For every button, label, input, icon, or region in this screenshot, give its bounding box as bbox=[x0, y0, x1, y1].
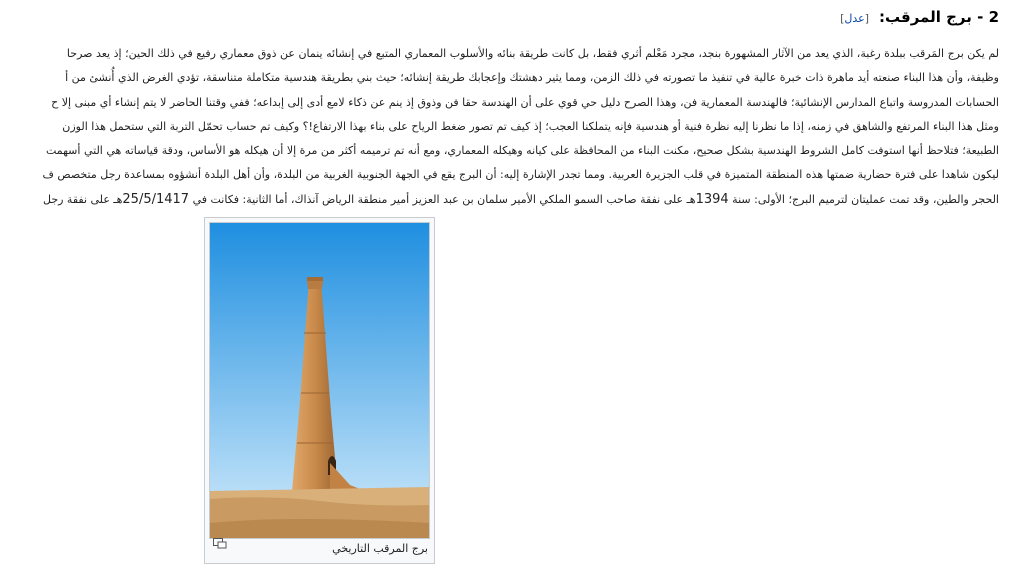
edit-bracket-close: ] bbox=[840, 12, 845, 25]
date-value: 25/5/1417 bbox=[122, 191, 190, 207]
figure-caption: برج المرقب التاريخي bbox=[332, 542, 428, 555]
edit-section-link[interactable]: عدل bbox=[844, 12, 865, 25]
edit-bracket-open: [ bbox=[864, 12, 870, 25]
magnify-clip-icon[interactable] bbox=[213, 538, 227, 549]
line-text: هـ على نفقة صاحب السمو الملكي الأمير سلمان بن عبد العزيز أمير منطقة الرياض آنذاك، أما الثانية: فكانت في bbox=[189, 192, 696, 206]
line-text: الحجر والطين، وقد تمت عمليتان لترميم البرج؛ الأولى: سنة bbox=[728, 192, 999, 206]
edit-section-link-wrap bbox=[840, 12, 869, 25]
paragraph-line: ليكون شاهدا على فترة حضارية ضمتها هذه المنطقة المتميزة في قلب الجزيرة العربية. ومما تجدر الإشارة إليه: أن البرج يقع في الجهة الجنوبية الغربية من البلدة، وأن أهل البلدة أنشؤوه بمساعدة رجل متخصص ف bbox=[42, 168, 999, 182]
figure-thumbnail bbox=[204, 217, 435, 564]
year-value: 1394 bbox=[695, 191, 729, 207]
line-text: هـ على نفقة رجل bbox=[42, 192, 123, 206]
paragraph-line: ومثل هذا البناء المرتفع والشاهق في زمنه، إذا ما نظرنا إليه نظرة فنية أو هندسية فإنه يتملكنا العجب؛ إذ كيف تم تصور ضغط الرياح على بناء بهذا الارتفاع!؟ وكيف تم حساب تحمّل التربة التي ستحمل هذا الوزن bbox=[62, 119, 999, 133]
section-title: 2 - برج المرقب: bbox=[879, 8, 999, 26]
paragraph-line: لم يكن برج المَرقب ببلدة رغبة، الذي يعد من الآثار المشهورة بنجد، مجرد مَعْلم أثري فقط، بل كانت طريقة بنائه والأسلوب المعماري المتبع في إنشائه ينمان عن ذوق معماري رفيع في ذلك الحين؛ إذ يعد صرحا bbox=[66, 47, 999, 60]
tower-image[interactable] bbox=[209, 222, 430, 539]
article-paragraph bbox=[0, 42, 999, 212]
paragraph-line: وظيفة، وأن هذا البناء صنعته أيد ماهرة ذات خبرة عالية في تنفيذ ما تصورته في ذلك الزمن، ومما يثير دهشتك وإعجابك طريقة إنشائه؛ حيث بني بطريقة هندسية متكاملة متناسقة، تؤدي الغرض الذي أُنشئ من أ bbox=[65, 71, 999, 85]
paragraph-line: الحسابات المدروسة واتباع المدارس الإنشائية؛ فالهندسة المعمارية فن، وهذا الصرح دليل حي قوي على أن الهندسة حقا فن وذوق إذ ينم عن ذكاء لامع أدى إلى إبداعه؛ ففي وقتنا الحاضر لا يتم إنشاء أي مبنى إلا ح bbox=[51, 95, 999, 109]
tower-photo bbox=[210, 223, 429, 538]
paragraph-line bbox=[0, 188, 999, 212]
section-heading bbox=[840, 8, 999, 26]
paragraph-line: الطبيعة؛ فتلاحظ أنها استوفت كامل الشروط الهندسية بشكل صحيح، مكنت البناء من المحافظة على كيانه وهيكله المعماري، ومع أنه تم ترميمه أكثر من مرة إلا أن هيكله هو الأساس، ودقة قياساته هي التي أسهمت bbox=[45, 144, 999, 158]
